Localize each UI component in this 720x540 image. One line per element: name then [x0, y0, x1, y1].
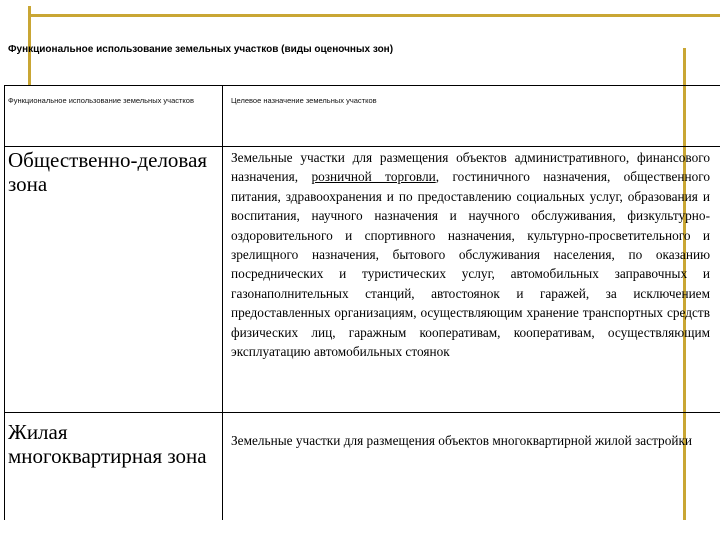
table-header-functional-use: Функциональное использование земельных участков	[8, 96, 194, 105]
description-text-part-1: Земельные участки для размещения объектов административного, финансового назначения,	[231, 150, 710, 185]
zone-description-residential: Земельные участки для размещения объектов многоквартирной жилой застройки	[231, 433, 693, 448]
zone-description-public-business	[231, 148, 710, 361]
page-title: Функциональное использование земельных участков (виды оценочных зон)	[8, 44, 394, 55]
description-text-part-2: , гостиничного назначения, общественного питания, здравоохранения и по предоставлению социальных услуг, образования и воспитания, научного назначения и научного обслуживания, физкультурно-оздоровительного и спортивного назначения, культурно-просветительного и зрелищного назначения, бытового обслуживания населения, по оказанию посреднических и туристических услуг, автомобильных заправочных и газонаполнительных станций, автостоянок и гаражей, за исключением предоставленных организациям, осуществляющим хранение транспортных средств физических лиц, гаражным кооперативам, кооперативам, осуществляющим эксплуатацию автомобильных стоянок	[231, 169, 711, 360]
table-header-purpose: Целевое назначение земельных участков	[231, 96, 377, 105]
zone-name-public-business: Общественно-деловая зона	[8, 148, 208, 196]
table-left-border	[4, 85, 5, 520]
table-top-border	[4, 85, 720, 86]
description-underlined-retail: розничной торговли	[311, 169, 436, 185]
table-row-divider	[4, 412, 720, 413]
table-header-border	[4, 146, 720, 147]
decorative-horizontal-line-top	[28, 14, 720, 17]
zone-name-residential: Жилая многоквартирная зона	[8, 420, 207, 468]
table-column-divider	[222, 85, 223, 520]
